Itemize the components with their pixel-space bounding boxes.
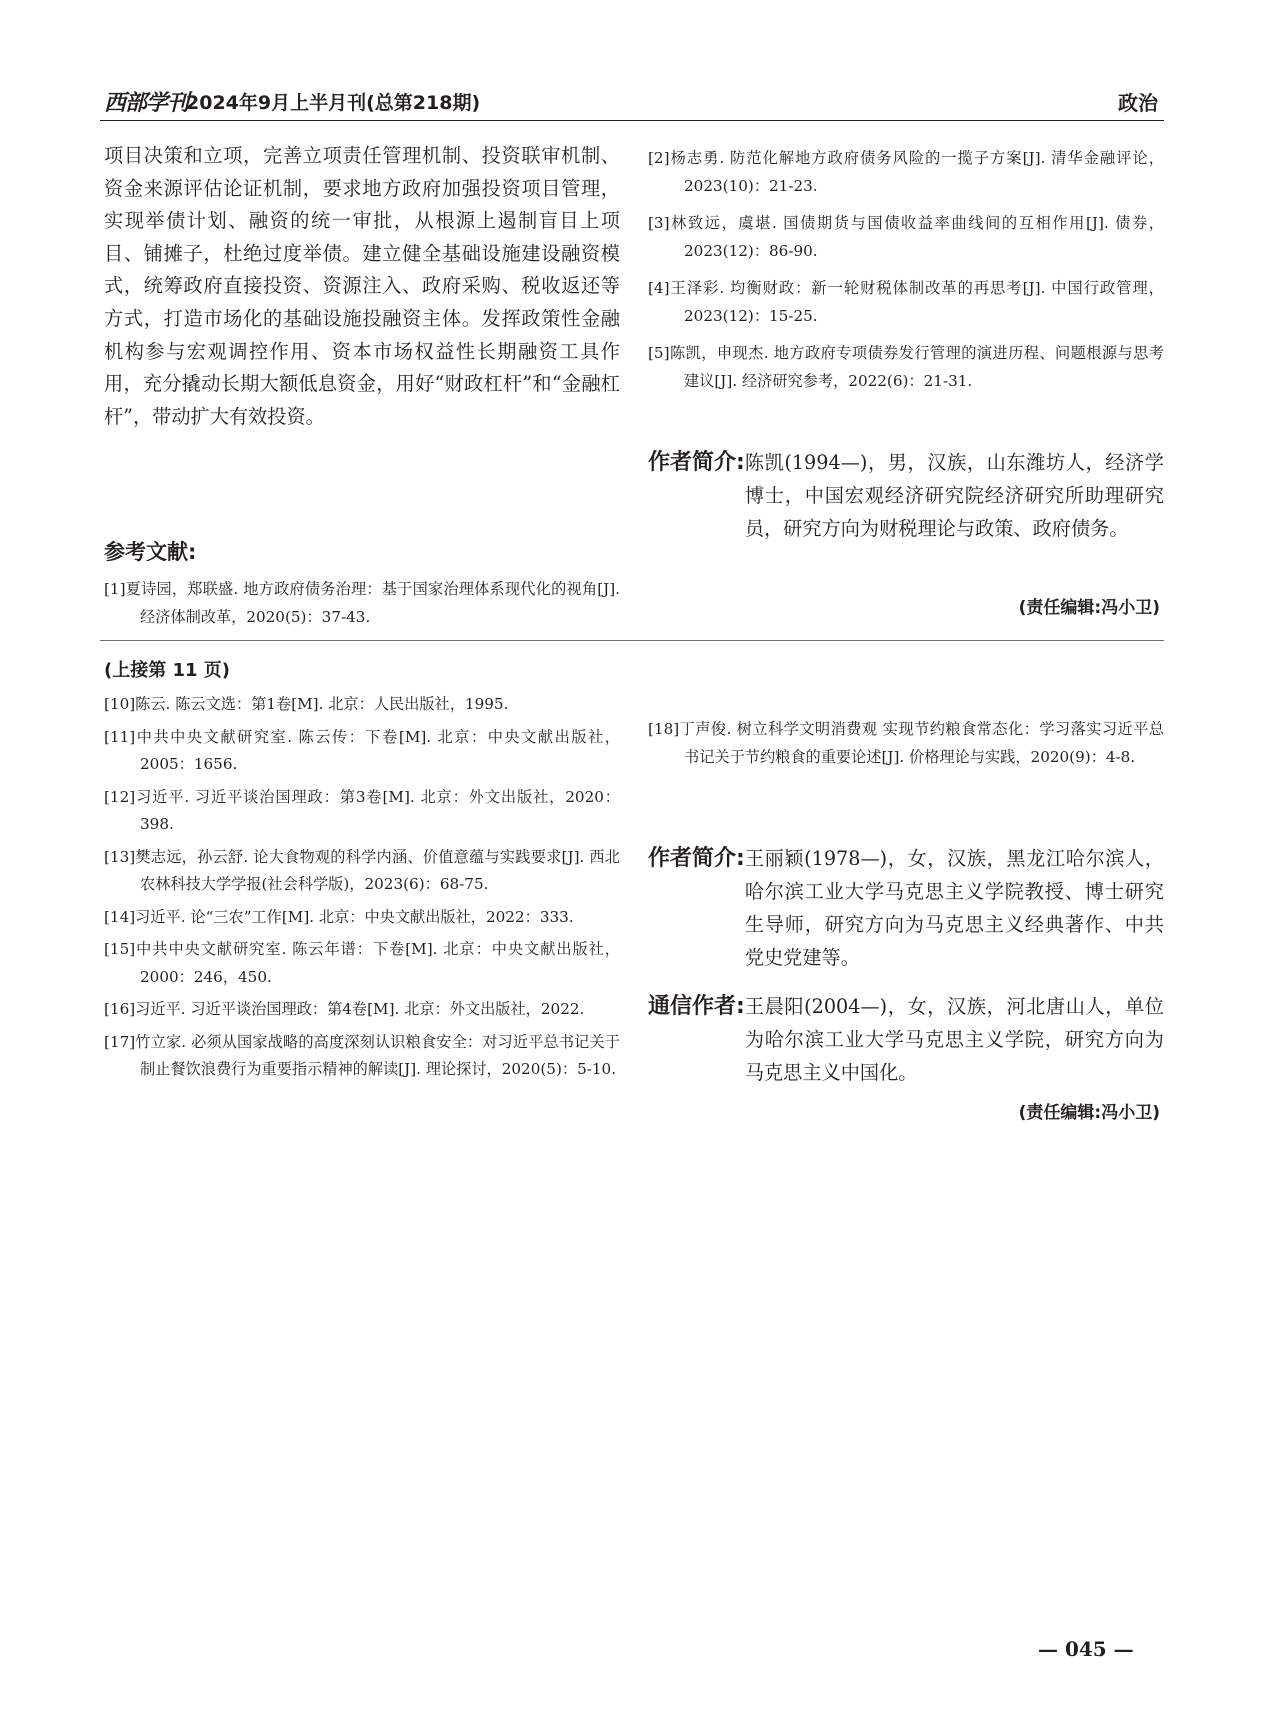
page-number: — 045 — <box>1038 1637 1134 1661</box>
reference-item: [11]中共中央文献研究室. 陈云传：下卷[M]. 北京：中央文献出版社，2005：1656. <box>104 727 620 773</box>
reference-item: [3]林致远，虞堪. 国债期货与国债收益率曲线间的互相作用[J]. 债券，2023(12)：86-90. <box>648 214 1164 260</box>
reference-item: [18]丁声俊. 树立科学文明消费观 实现节约粮食常态化：学习落实习近平总书记关于节约粮食的重要论述[J]. 价格理论与实践，2020(9)：4-8. <box>648 720 1164 766</box>
reference-item: [1]夏诗园，郑联盛. 地方政府债务治理：基于国家治理体系现代化的视角[J]. 经济体制改革，2020(5)：37-43. <box>104 580 620 626</box>
reference-item: [2]杨志勇. 防范化解地方政府债务风险的一揽子方案[J]. 清华金融评论，2023(10)：21-23. <box>648 149 1164 195</box>
references-top-right <box>648 145 1164 395</box>
bio-text: 陈凯(1994—)，男，汉族，山东潍坊人，经济学博士，中国宏观经济研究院经济研究所助理研究员，研究方向为财税理论与政策、政府债务。 <box>744 451 1164 540</box>
reference-item: [10]陈云. 陈云文选：第1卷[M]. 北京：人民出版社，1995. <box>104 695 509 713</box>
author-bio-top <box>648 446 1164 545</box>
reference-item: [13]樊志远，孙云舒. 论大食物观的科学内涵、价值意蕴与实践要求[J]. 西北农林科技大学学报(社会科学版)，2023(6)：68-75. <box>104 847 620 893</box>
journal-logo: 西部学刊 <box>104 90 189 116</box>
references-bottom-right <box>648 716 1164 771</box>
references-top-left <box>104 576 620 631</box>
bio-text: 王晨阳(2004—)，女，汉族，河北唐山人，单位为哈尔滨工业大学马克思主义学院，研究方向为马克思主义中国化。 <box>744 995 1164 1084</box>
header-rule <box>100 120 1164 121</box>
reference-item: [4]王泽彩. 均衡财政：新一轮财税体制改革的再思考[J]. 中国行政管理，2023(12)：15-25. <box>648 279 1164 325</box>
bio-label: 作者简介: <box>648 450 745 475</box>
reference-item: [16]习近平. 习近平谈治国理政：第4卷[M]. 北京：外文出版社，2022. <box>104 1000 585 1018</box>
reference-item: [5]陈凯，申现杰. 地方政府专项债券发行管理的演进历程、问题根源与思考建议[J]. 经济研究参考，2022(6)：21-31. <box>648 344 1164 390</box>
references-bottom-left <box>104 691 620 1084</box>
bio-text: 王丽颖(1978—)，女，汉族，黑龙江哈尔滨人，哈尔滨工业大学马克思主义学院教授、博士研究生导师，研究方向为马克思主义经典著作、中共党史党建等。 <box>744 847 1164 969</box>
corresponding-author-bio <box>648 990 1164 1089</box>
reference-item: [12]习近平. 习近平谈治国理政：第3卷[M]. 北京：外文出版社，2020：398. <box>104 787 620 833</box>
reference-item: [17]竹立家. 必须从国家战略的高度深刻认识粮食安全：对习近平总书记关于制止餐饮浪费行为重要指示精神的解读[J]. 理论探讨，2020(5)：5-10. <box>104 1032 620 1078</box>
bio-label: 通信作者: <box>648 994 745 1019</box>
issue-info: 2024年9月上半月刊(总第218期) <box>186 92 481 114</box>
reference-item: [14]习近平. 论“三农”工作[M]. 北京：中央文献出版社，2022：333. <box>104 907 574 926</box>
editor-note-top: (责任编辑:冯小卫) <box>1018 598 1160 618</box>
continued-from-label: (上接第 11 页) <box>104 660 231 681</box>
bio-label: 作者简介: <box>648 846 745 871</box>
section-divider <box>100 640 1164 641</box>
editor-note-bottom: (责任编辑:冯小卫) <box>1018 1103 1160 1123</box>
author-bio-bottom <box>648 842 1164 974</box>
references-heading: 参考文献: <box>104 540 197 564</box>
reference-item: [15]中共中央文献研究室. 陈云年谱：下卷[M]. 北京：中央文献出版社，2000：246，450. <box>104 940 620 986</box>
section-label: 政治 <box>1118 91 1158 115</box>
body-paragraph: 项目决策和立项，完善立项责任管理机制、投资联审机制、资金来源评估论证机制，要求地方政府加强投资项目管理，实现举债计划、融资的统一审批，从根源上遏制盲目上项目、铺摊子，杜绝过度举债。建立健全基础设施建设融资模式，统筹政府直接投资、资源注入、政府采购、税收返还等方式，打造市场化的基础设施投融资主体。发挥政策性金融机构参与宏观调控作用、资本市场权益性长期融资工具作用，充分撬动长期大额低息资金，用好“财政杠杆”和“金融杠杆”，带动扩大有效投资。 <box>104 144 620 428</box>
